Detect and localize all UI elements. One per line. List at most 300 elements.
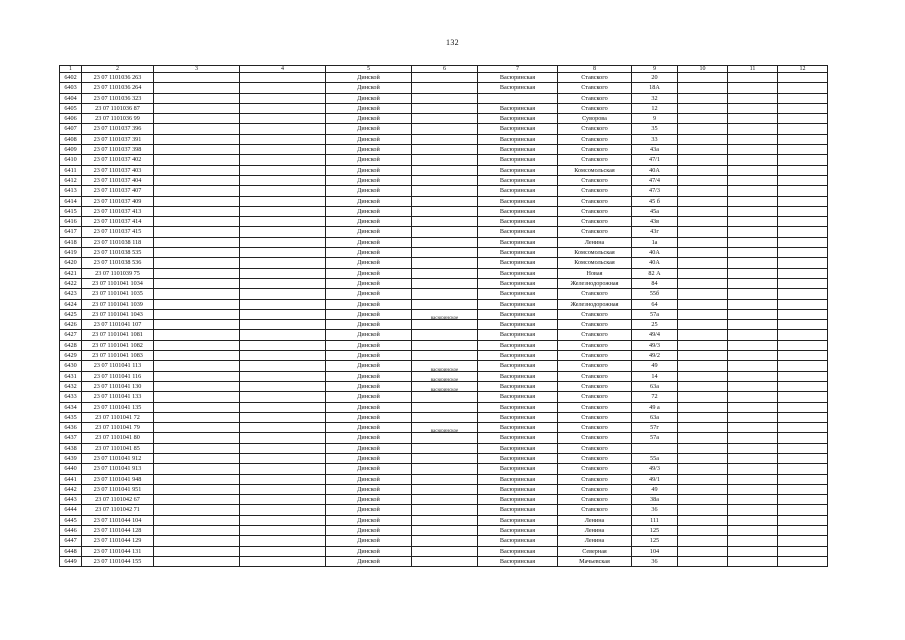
- empty-cell: [778, 186, 828, 196]
- cadastral-number: 23 07 1101041 116: [82, 371, 154, 381]
- cadastral-number: 23 07 1101041 130: [82, 381, 154, 391]
- district: Динской: [326, 371, 412, 381]
- street: Железнодорожная: [558, 278, 632, 288]
- house-number: 57г: [632, 423, 678, 433]
- record-number: 6421: [60, 268, 82, 278]
- empty-cell: [240, 412, 326, 422]
- empty-cell: [154, 103, 240, 113]
- empty-cell: [728, 526, 778, 536]
- street: Комсомольская: [558, 248, 632, 258]
- empty-cell: [154, 320, 240, 330]
- empty-cell: [728, 278, 778, 288]
- stanitsa: Васюринская: [478, 392, 558, 402]
- empty-cell: [678, 289, 728, 299]
- empty-cell: [778, 381, 828, 391]
- empty-cell: [240, 464, 326, 474]
- empty-cell: [778, 155, 828, 165]
- cadastral-number: 23 07 1101037 403: [82, 165, 154, 175]
- district: Динской: [326, 145, 412, 155]
- record-number: 6429: [60, 351, 82, 361]
- record-number: 6409: [60, 145, 82, 155]
- empty-cell: [678, 351, 728, 361]
- table-row: [60, 546, 828, 556]
- street: Ставского: [558, 381, 632, 391]
- stanitsa: Васюринская: [478, 103, 558, 113]
- record-number: 6431: [60, 371, 82, 381]
- empty-cell: [728, 381, 778, 391]
- empty-cell: [678, 556, 728, 566]
- record-number: 6422: [60, 278, 82, 288]
- street: Ставского: [558, 206, 632, 216]
- empty-cell: [728, 361, 778, 371]
- empty-cell: [778, 145, 828, 155]
- column-header-5: 5: [326, 66, 412, 73]
- district: Динской: [326, 186, 412, 196]
- settlement-note-cell: [412, 73, 478, 83]
- empty-cell: [678, 217, 728, 227]
- table-row: [60, 237, 828, 247]
- stanitsa: Васюринская: [478, 320, 558, 330]
- district: Динской: [326, 134, 412, 144]
- empty-cell: [728, 484, 778, 494]
- stanitsa: Васюринская: [478, 340, 558, 350]
- street: Железнодорожная: [558, 299, 632, 309]
- district: Динской: [326, 433, 412, 443]
- empty-cell: [154, 268, 240, 278]
- record-number: 6406: [60, 114, 82, 124]
- empty-cell: [154, 443, 240, 453]
- empty-cell: [240, 433, 326, 443]
- street: Ставского: [558, 103, 632, 113]
- stanitsa: Васюринская: [478, 412, 558, 422]
- settlement-note-cell: [412, 237, 478, 247]
- empty-cell: [678, 248, 728, 258]
- column-header-9: 9: [632, 66, 678, 73]
- empty-cell: [154, 186, 240, 196]
- record-number: 6436: [60, 423, 82, 433]
- empty-cell: [240, 114, 326, 124]
- house-number: 49: [632, 484, 678, 494]
- district: Динской: [326, 227, 412, 237]
- empty-cell: [240, 320, 326, 330]
- empty-cell: [778, 474, 828, 484]
- empty-cell: [154, 124, 240, 134]
- house-number: 64: [632, 299, 678, 309]
- empty-cell: [778, 556, 828, 566]
- cadastral-number: 23 07 1101036 264: [82, 83, 154, 93]
- empty-cell: [678, 206, 728, 216]
- empty-cell: [728, 217, 778, 227]
- empty-cell: [778, 309, 828, 319]
- cadastral-number: 23 07 1101041 133: [82, 392, 154, 402]
- record-number: 6413: [60, 186, 82, 196]
- empty-cell: [728, 536, 778, 546]
- empty-cell: [154, 515, 240, 525]
- empty-cell: [678, 484, 728, 494]
- cadastral-number: 23 07 1101038 118: [82, 237, 154, 247]
- stanitsa: Васюринская: [478, 248, 558, 258]
- settlement-note-cell: [412, 484, 478, 494]
- house-number: 12: [632, 103, 678, 113]
- district: Динской: [326, 464, 412, 474]
- stanitsa: Васюринская: [478, 73, 558, 83]
- table-row: [60, 402, 828, 412]
- table-row: [60, 206, 828, 216]
- cadastral-number: 23 07 1101041 1035: [82, 289, 154, 299]
- record-number: 6415: [60, 206, 82, 216]
- empty-cell: [678, 237, 728, 247]
- empty-cell: [778, 546, 828, 556]
- settlement-note-cell: [412, 124, 478, 134]
- empty-cell: [778, 495, 828, 505]
- street: Ставского: [558, 134, 632, 144]
- stanitsa: Васюринская: [478, 536, 558, 546]
- stanitsa: Васюринская: [478, 268, 558, 278]
- record-number: 6418: [60, 237, 82, 247]
- house-number: 47/1: [632, 155, 678, 165]
- table-row: [60, 217, 828, 227]
- empty-cell: [240, 330, 326, 340]
- empty-cell: [154, 258, 240, 268]
- empty-cell: [240, 423, 326, 433]
- record-number: 6438: [60, 443, 82, 453]
- stanitsa: Васюринская: [478, 217, 558, 227]
- column-header-1: 1: [60, 66, 82, 73]
- empty-cell: [778, 237, 828, 247]
- empty-cell: [240, 484, 326, 494]
- empty-cell: [728, 196, 778, 206]
- house-number: 49/2: [632, 351, 678, 361]
- house-number: 104: [632, 546, 678, 556]
- table-row: [60, 474, 828, 484]
- record-number: 6403: [60, 83, 82, 93]
- district: Динской: [326, 495, 412, 505]
- stanitsa: Васюринская: [478, 474, 558, 484]
- empty-cell: [678, 309, 728, 319]
- empty-cell: [728, 155, 778, 165]
- empty-cell: [678, 392, 728, 402]
- house-number: 57а: [632, 433, 678, 443]
- empty-cell: [728, 351, 778, 361]
- empty-cell: [154, 505, 240, 515]
- street: Ленина: [558, 515, 632, 525]
- house-number: 43а: [632, 145, 678, 155]
- record-number: 6439: [60, 453, 82, 463]
- empty-cell: [240, 93, 326, 103]
- empty-cell: [778, 443, 828, 453]
- empty-cell: [778, 505, 828, 515]
- district: Динской: [326, 505, 412, 515]
- empty-cell: [154, 134, 240, 144]
- empty-cell: [240, 453, 326, 463]
- empty-cell: [240, 258, 326, 268]
- empty-cell: [678, 340, 728, 350]
- street: Ставского: [558, 433, 632, 443]
- register-table: [59, 65, 828, 567]
- empty-cell: [778, 464, 828, 474]
- district: Динской: [326, 546, 412, 556]
- street: Ставского: [558, 196, 632, 206]
- stanitsa: Васюринская: [478, 423, 558, 433]
- record-number: 6435: [60, 412, 82, 422]
- settlement-note-cell: [412, 526, 478, 536]
- empty-cell: [778, 402, 828, 412]
- empty-cell: [678, 114, 728, 124]
- record-number: 6434: [60, 402, 82, 412]
- empty-cell: [728, 330, 778, 340]
- house-number: 18А: [632, 83, 678, 93]
- table-row: [60, 258, 828, 268]
- empty-cell: [240, 206, 326, 216]
- empty-cell: [778, 515, 828, 525]
- settlement-note-cell: [412, 536, 478, 546]
- stanitsa: Васюринская: [478, 186, 558, 196]
- stanitsa: Васюринская: [478, 515, 558, 525]
- district: Динской: [326, 258, 412, 268]
- empty-cell: [728, 299, 778, 309]
- empty-cell: [240, 340, 326, 350]
- stanitsa: Васюринская: [478, 227, 558, 237]
- empty-cell: [678, 155, 728, 165]
- empty-cell: [778, 330, 828, 340]
- empty-cell: [240, 371, 326, 381]
- table-row: [60, 484, 828, 494]
- district: Динской: [326, 381, 412, 391]
- stanitsa: Васюринская: [478, 361, 558, 371]
- house-number: 32: [632, 93, 678, 103]
- empty-cell: [678, 175, 728, 185]
- empty-cell: [678, 443, 728, 453]
- empty-cell: [154, 546, 240, 556]
- district: Динской: [326, 83, 412, 93]
- empty-cell: [678, 186, 728, 196]
- empty-cell: [154, 237, 240, 247]
- street: Ленина: [558, 237, 632, 247]
- empty-cell: [154, 299, 240, 309]
- stanitsa: Васюринская: [478, 83, 558, 93]
- record-number: 6449: [60, 556, 82, 566]
- empty-cell: [678, 361, 728, 371]
- empty-cell: [728, 103, 778, 113]
- empty-cell: [240, 165, 326, 175]
- empty-cell: [154, 155, 240, 165]
- street: Ставского: [558, 453, 632, 463]
- street: Комсомольская: [558, 165, 632, 175]
- table-row: [60, 515, 828, 525]
- empty-cell: [678, 381, 728, 391]
- empty-cell: [678, 505, 728, 515]
- stanitsa: Васюринская: [478, 484, 558, 494]
- house-number: 33: [632, 134, 678, 144]
- house-number: 20: [632, 73, 678, 83]
- table-row: [60, 556, 828, 566]
- column-header-8: 8: [558, 66, 632, 73]
- street: Ставского: [558, 330, 632, 340]
- empty-cell: [678, 433, 728, 443]
- district: Динской: [326, 412, 412, 422]
- empty-cell: [778, 165, 828, 175]
- house-number: 47/3: [632, 186, 678, 196]
- empty-cell: [778, 299, 828, 309]
- stanitsa: Васюринская: [478, 505, 558, 515]
- empty-cell: [154, 217, 240, 227]
- empty-cell: [678, 93, 728, 103]
- table-row: [60, 93, 828, 103]
- table-row: [60, 412, 828, 422]
- house-number: 49: [632, 361, 678, 371]
- table-row: [60, 248, 828, 258]
- street: Ставского: [558, 145, 632, 155]
- empty-cell: [154, 392, 240, 402]
- record-number: 6443: [60, 495, 82, 505]
- district: Динской: [326, 423, 412, 433]
- house-number: 43в: [632, 217, 678, 227]
- settlement-note-cell: [412, 453, 478, 463]
- district: Динской: [326, 556, 412, 566]
- empty-cell: [240, 83, 326, 93]
- stanitsa: Васюринская: [478, 381, 558, 391]
- empty-cell: [778, 392, 828, 402]
- empty-cell: [778, 268, 828, 278]
- empty-cell: [778, 371, 828, 381]
- settlement-note-cell: [412, 429, 478, 443]
- cadastral-number: 23 07 1101041 80: [82, 433, 154, 443]
- empty-cell: [240, 227, 326, 237]
- record-number: 6437: [60, 433, 82, 443]
- settlement-note-cell: [412, 505, 478, 515]
- settlement-note-cell: [412, 316, 478, 330]
- empty-cell: [678, 453, 728, 463]
- empty-cell: [240, 495, 326, 505]
- record-number: 6424: [60, 299, 82, 309]
- empty-cell: [728, 124, 778, 134]
- column-header-4: 4: [240, 66, 326, 73]
- street: Ставского: [558, 227, 632, 237]
- table-row: [60, 351, 828, 361]
- empty-cell: [154, 73, 240, 83]
- street: Ставского: [558, 474, 632, 484]
- empty-cell: [728, 495, 778, 505]
- stanitsa: Васюринская: [478, 453, 558, 463]
- empty-cell: [728, 145, 778, 155]
- empty-cell: [240, 175, 326, 185]
- cadastral-number: 23 07 1101044 128: [82, 526, 154, 536]
- empty-cell: [154, 412, 240, 422]
- house-number: 57а: [632, 309, 678, 319]
- settlement-note-cell: [412, 546, 478, 556]
- empty-cell: [154, 402, 240, 412]
- table-row: [60, 227, 828, 237]
- table-row: [60, 103, 828, 113]
- record-number: 6440: [60, 464, 82, 474]
- empty-cell: [678, 73, 728, 83]
- house-number: 63а: [632, 412, 678, 422]
- stanitsa: Васюринская: [478, 330, 558, 340]
- street: Суворова: [558, 114, 632, 124]
- empty-cell: [778, 278, 828, 288]
- settlement-note-cell: [412, 388, 478, 402]
- settlement-note-cell: [412, 145, 478, 155]
- empty-cell: [728, 505, 778, 515]
- cadastral-number: 23 07 1101041 1039: [82, 299, 154, 309]
- district: Динской: [326, 536, 412, 546]
- empty-cell: [678, 83, 728, 93]
- record-number: 6432: [60, 381, 82, 391]
- empty-cell: [728, 309, 778, 319]
- empty-cell: [154, 165, 240, 175]
- district: Динской: [326, 330, 412, 340]
- cadastral-number: 23 07 1101041 913: [82, 464, 154, 474]
- empty-cell: [778, 526, 828, 536]
- district: Динской: [326, 340, 412, 350]
- settlement-note-cell: [412, 103, 478, 113]
- settlement-note-cell: [412, 227, 478, 237]
- settlement-note-cell: [412, 495, 478, 505]
- record-number: 6442: [60, 484, 82, 494]
- empty-cell: [678, 124, 728, 134]
- settlement-note-cell: [412, 248, 478, 258]
- house-number: 49/4: [632, 330, 678, 340]
- house-number: 72: [632, 392, 678, 402]
- empty-cell: [154, 248, 240, 258]
- stanitsa: Васюринская: [478, 309, 558, 319]
- cadastral-number: 23 07 1101037 413: [82, 206, 154, 216]
- record-number: 6427: [60, 330, 82, 340]
- empty-cell: [778, 289, 828, 299]
- table-row: [60, 505, 828, 515]
- empty-cell: [240, 443, 326, 453]
- empty-cell: [728, 433, 778, 443]
- stanitsa: Васюринская: [478, 402, 558, 412]
- empty-cell: [778, 175, 828, 185]
- settlement-note-cell: [412, 402, 478, 412]
- empty-cell: [154, 381, 240, 391]
- district: Динской: [326, 165, 412, 175]
- district: Динской: [326, 268, 412, 278]
- empty-cell: [154, 175, 240, 185]
- empty-cell: [154, 371, 240, 381]
- cadastral-number: 23 07 1101041 79: [82, 423, 154, 433]
- empty-cell: [778, 340, 828, 350]
- empty-cell: [154, 340, 240, 350]
- empty-cell: [154, 351, 240, 361]
- street: Ставского: [558, 392, 632, 402]
- empty-cell: [240, 392, 326, 402]
- street: Ленина: [558, 526, 632, 536]
- district: Динской: [326, 155, 412, 165]
- house-number: 45а: [632, 206, 678, 216]
- house-number: 125: [632, 526, 678, 536]
- cadastral-number: 23 07 1101041 113: [82, 361, 154, 371]
- street: Новая: [558, 268, 632, 278]
- district: Динской: [326, 93, 412, 103]
- house-number: 40А: [632, 165, 678, 175]
- table-row: [60, 124, 828, 134]
- district: Динской: [326, 309, 412, 319]
- street: Ставского: [558, 423, 632, 433]
- empty-cell: [154, 433, 240, 443]
- street: Ставского: [558, 309, 632, 319]
- cadastral-number: 23 07 1101037 391: [82, 134, 154, 144]
- cadastral-number: 23 07 1101041 1081: [82, 330, 154, 340]
- settlement-note-cell: [412, 165, 478, 175]
- empty-cell: [154, 196, 240, 206]
- street: Мачьевская: [558, 556, 632, 566]
- empty-cell: [728, 93, 778, 103]
- stanitsa: Васюринская: [478, 114, 558, 124]
- house-number: 45 б: [632, 196, 678, 206]
- empty-cell: [778, 453, 828, 463]
